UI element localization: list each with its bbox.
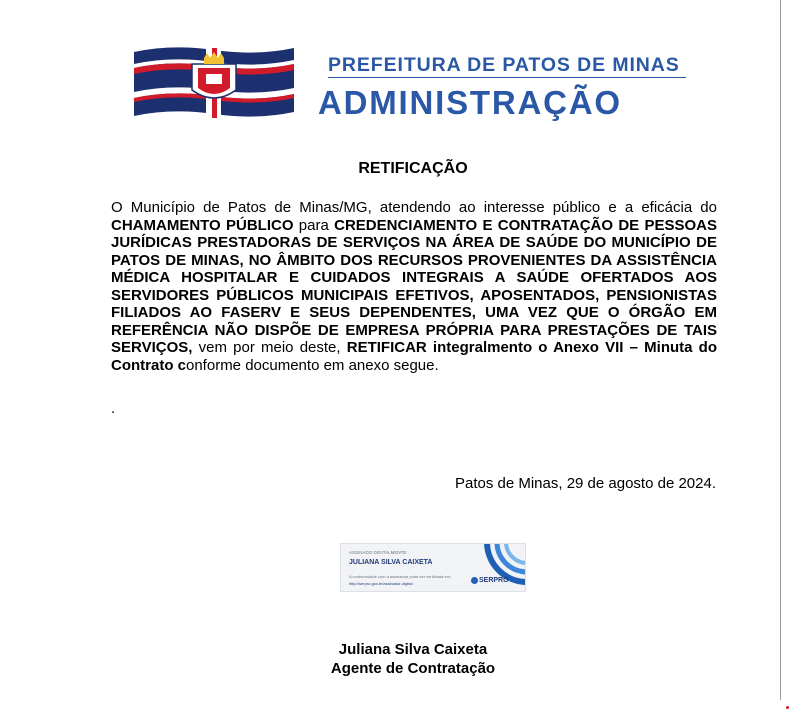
stamp-note: A conformidade com a assinatura pode ser verificada em: [349, 574, 452, 579]
page-edge-line [780, 0, 781, 700]
organization-name: PREFEITURA DE PATOS DE MINAS [328, 54, 680, 76]
page-corner-mark [786, 706, 789, 709]
signer-role: Agente de Contratação [330, 660, 496, 677]
place-and-date: Patos de Minas, 29 de agosto de 2024. [454, 475, 716, 492]
document-title: RETIFICAÇÃO [358, 160, 468, 177]
header-divider [328, 77, 686, 78]
letterhead [132, 44, 702, 124]
department-name: ADMINISTRAÇÃO [318, 84, 622, 121]
signer-name: Juliana Silva Caixeta [338, 641, 488, 658]
body-object: CREDENCIAMENTO E CONTRATAÇÃO DE PESSOAS JURÍDICAS PRESTADORAS DE SERVIÇOS NA ÁREA DE SAÚDE DO MUNICÍPIO DE PATOS DE MINAS, NO ÂMBITO DOS RECURSOS PROVENIENTES DA ASSISTÊNCIA MÉDICA HOSPITALAR E CUIDADOS INTEGRAIS A SAÚDE OFERTADOS AOS SERVIDORES PÚBLICOS MUNICIPAIS EFETIVOS, APOSENTADOS, PENSIONISTAS FILIADOS AO FASERV E SEUS DEPENDENTES, UMA VEZ QUE O ÓRGÃO EM REFERÊNCIA NÃO DISPÕE DE EMPRESA PRÓPRIA PARA PRESTAÇÕES DE TAIS SERVIÇOS, [111, 216, 717, 356]
document-body [111, 199, 717, 374]
body-connector: para [293, 216, 335, 234]
stray-period: . [111, 400, 116, 417]
stamp-signer: JULIANA SILVA CAIXETA [349, 559, 433, 566]
stamp-label: ASSINADO DIGITALMENTE [349, 550, 407, 555]
stamp-brand: SERPRO [479, 577, 509, 584]
body-means: vem por meio deste, [192, 339, 347, 356]
body-call-notice: CHAMAMENTO PÚBLICO [111, 216, 294, 234]
body-intro: O Município de Patos de Minas/MG, atendendo ao interesse público e a eficácia do [111, 199, 717, 216]
digital-signature-stamp [340, 543, 526, 592]
stamp-url[interactable]: http://serpro.gov.br/assinador-digital [349, 581, 413, 586]
municipal-flag-logo [132, 44, 297, 124]
body-closing: onforme documento em anexo segue. [186, 356, 439, 374]
serpro-logo-icon [471, 577, 478, 584]
body-rectify: RETIFICAR integralmento o Anexo VII – Minuta do Contrato c [111, 339, 717, 374]
